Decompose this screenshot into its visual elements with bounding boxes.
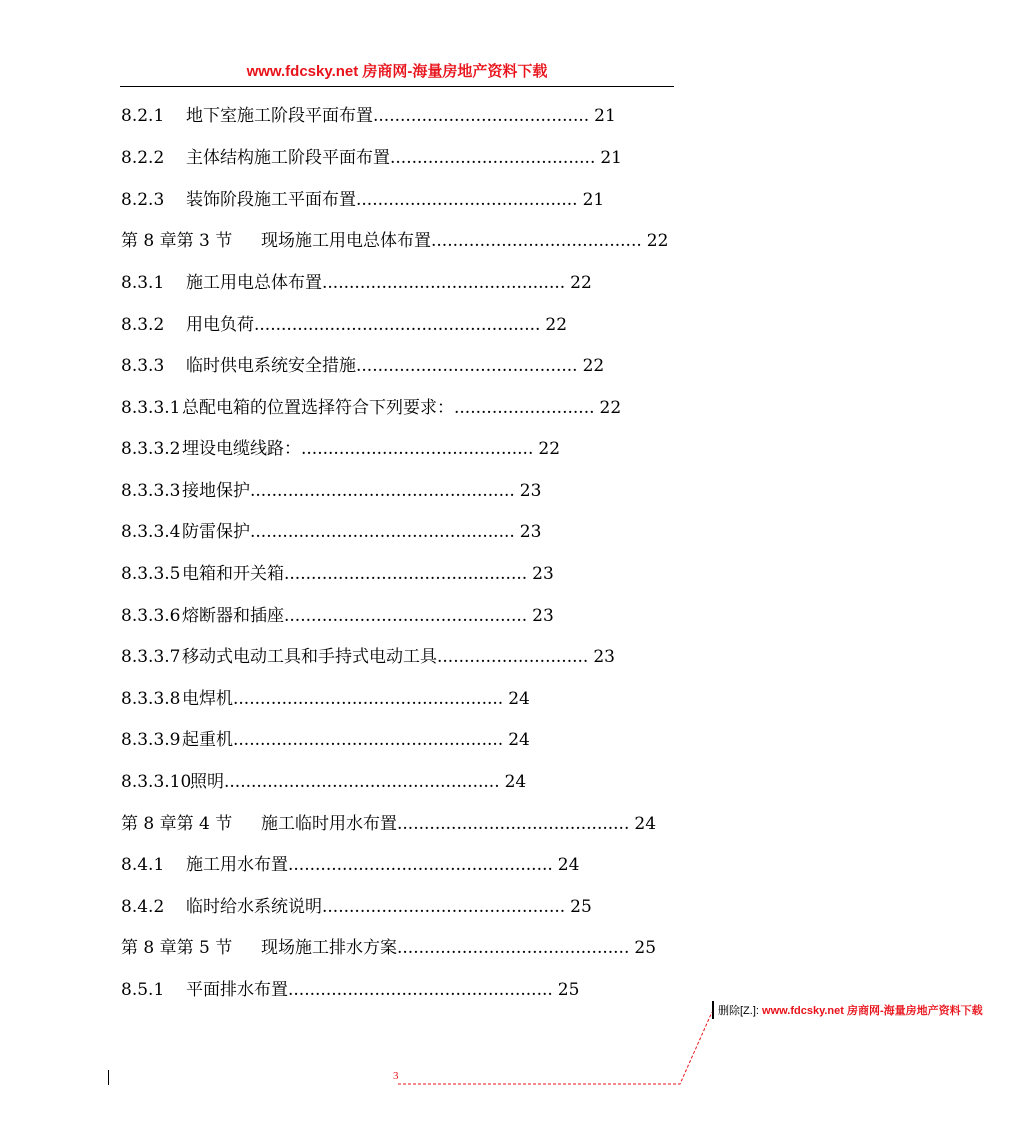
toc-entry-page: 22 [545, 315, 568, 335]
page-header: www.fdcsky.net 房商网-海量房地产资料下载 [120, 58, 674, 87]
toc-entry-page: 22 [538, 439, 561, 459]
toc-entry-page: 25 [557, 980, 580, 1000]
toc-entry[interactable] [121, 227, 668, 255]
toc-entry-leader: ........................................... [301, 439, 534, 459]
toc-entry-leader: ................................................. [250, 481, 515, 501]
toc-entry-number: 8.3.1 [121, 273, 165, 293]
toc-entry-page: 22 [599, 398, 622, 418]
toc-entry-title: 平面排水布置 [186, 980, 288, 1000]
toc-entry-leader: ................................................. [288, 980, 553, 1000]
deletion-label: 删除[Z.]: [718, 1005, 759, 1017]
toc-entry-title: 用电负荷 [186, 315, 254, 335]
toc-entry[interactable] [121, 560, 554, 588]
toc-entry[interactable] [121, 352, 604, 380]
toc-entry-number: 8.3.3.5 [121, 564, 181, 584]
toc-entry-leader: ............................ [437, 647, 589, 667]
toc-entry-title: 施工临时用水布置 [261, 814, 397, 834]
toc-entry-page: 21 [582, 190, 605, 210]
toc-entry-page: 23 [519, 522, 542, 542]
toc-entry-number: 8.3.3.10 [121, 772, 192, 792]
toc-entry-leader: ................................................... [224, 772, 500, 792]
toc-entry-leader: ......................................... [356, 190, 578, 210]
toc-entry-leader: ........................................ [373, 106, 590, 126]
toc-entry-number: 8.3.3 [121, 356, 165, 376]
toc-entry[interactable] [121, 851, 579, 879]
toc-entry-title: 接地保护 [182, 481, 250, 501]
toc-entry[interactable] [121, 893, 592, 921]
toc-entry-number: 8.5.1 [121, 980, 165, 1000]
page-number: 3 [393, 1070, 399, 1082]
toc-entry-number: 8.4.1 [121, 855, 165, 875]
toc-entry-title: 地下室施工阶段平面布置 [186, 106, 373, 126]
toc-entry-number: 8.2.2 [121, 148, 165, 168]
toc-entry-leader: ...................................... [390, 148, 596, 168]
toc-entry-title: 防雷保护 [182, 522, 250, 542]
toc-entry-title: 装饰阶段施工平面布置 [186, 190, 356, 210]
toc-entry[interactable] [121, 102, 616, 130]
toc-entry-title: 现场施工排水方案 [261, 938, 397, 958]
toc-entry-number: 第 8 章第 4 节 [121, 814, 233, 834]
toc-entry-page: 23 [519, 481, 542, 501]
deletion-text: www.fdcsky.net 房商网-海量房地产资料下载 [762, 1005, 983, 1017]
toc-entry-title: 熔断器和插座 [182, 606, 284, 626]
toc-entry-page: 24 [508, 730, 530, 750]
toc-entry-leader: ........................................... [397, 814, 630, 834]
toc-entry-page: 23 [532, 606, 554, 626]
toc-entry-number: 8.3.3.3 [121, 481, 181, 501]
toc-entry-leader: .................................................. [233, 730, 504, 750]
toc-entry[interactable] [121, 477, 541, 505]
toc-entry-title: 施工用水布置 [186, 855, 288, 875]
toc-entry-title: 电焊机 [182, 689, 233, 709]
toc-entry-title: 电箱和开关箱 [182, 564, 284, 584]
toc-entry-number: 8.3.3.6 [121, 606, 181, 626]
toc-entry[interactable] [121, 934, 656, 962]
toc-entry[interactable] [121, 269, 592, 297]
deletion-comment[interactable] [718, 1002, 983, 1020]
toc-entry-title: 移动式电动工具和手持式电动工具 [182, 647, 437, 667]
toc-entry-page: 24 [504, 772, 527, 792]
toc-entry-leader: ............................................. [322, 897, 566, 917]
toc-entry-number: 8.4.2 [121, 897, 165, 917]
comment-anchor-bar [712, 1001, 714, 1019]
toc-entry-number: 8.3.3.1 [121, 398, 181, 418]
toc-entry[interactable] [121, 394, 621, 422]
toc-entry[interactable] [121, 435, 560, 463]
toc-entry[interactable] [121, 685, 530, 713]
toc-entry-leader: ................................................. [288, 855, 553, 875]
toc-entry-page: 22 [570, 273, 592, 293]
toc-entry-number: 8.3.3.4 [121, 522, 181, 542]
change-bar [108, 1070, 109, 1085]
toc-entry[interactable] [121, 810, 656, 838]
toc-entry-number: 8.3.3.9 [121, 730, 181, 750]
toc-entry-number: 8.3.3.7 [121, 647, 181, 667]
toc-entry-leader: ................................................. [250, 522, 515, 542]
toc-entry[interactable] [121, 976, 579, 1004]
toc-entry[interactable] [121, 311, 567, 339]
toc-entry-page: 22 [646, 231, 669, 251]
toc-entry-page: 25 [570, 897, 592, 917]
toc-entry[interactable] [121, 518, 541, 546]
toc-entry-title: 起重机 [182, 730, 233, 750]
toc-entry-title: 总配电箱的位置选择符合下列要求： [182, 398, 454, 418]
toc-entry-page: 21 [600, 148, 622, 168]
toc-entry-number: 8.2.3 [121, 190, 165, 210]
toc-entry-leader: ..................................................... [254, 315, 541, 335]
toc-entry-page: 25 [634, 938, 657, 958]
toc-entry-number: 8.3.3.8 [121, 689, 181, 709]
toc-entry-title: 现场施工用电总体布置 [261, 231, 431, 251]
toc-entry[interactable] [121, 726, 530, 754]
toc-entry-page: 23 [532, 564, 554, 584]
toc-entry-page: 22 [582, 356, 605, 376]
toc-entry-leader: ....................................... [431, 231, 642, 251]
toc-entry-leader: ............................................. [284, 564, 528, 584]
toc-entry[interactable] [121, 186, 604, 214]
comment-leader-line [398, 1012, 712, 1084]
toc-entry-leader: ............................................. [322, 273, 566, 293]
toc-entry-number: 8.2.1 [121, 106, 165, 126]
toc-entry-number: 8.3.3.2 [121, 439, 181, 459]
toc-entry[interactable] [121, 768, 526, 796]
toc-entry-title: 施工用电总体布置 [186, 273, 322, 293]
toc-entry-page: 24 [557, 855, 580, 875]
toc-entry-leader: ......................................... [356, 356, 578, 376]
toc-entry-leader: ........................................... [397, 938, 630, 958]
toc-entry[interactable] [121, 643, 615, 671]
toc-entry-title: 埋设电缆线路： [182, 439, 301, 459]
toc-entry-page: 23 [593, 647, 615, 667]
toc-entry-leader: .................................................. [233, 689, 504, 709]
toc-entry-title: 临时给水系统说明 [186, 897, 322, 917]
toc-entry-page: 21 [594, 106, 616, 126]
toc-entry-leader: .......................... [454, 398, 595, 418]
toc-entry[interactable] [121, 144, 622, 172]
toc-entry-title: 主体结构施工阶段平面布置 [186, 148, 390, 168]
toc-entry-number: 第 8 章第 3 节 [121, 231, 233, 251]
toc-entry-page: 24 [634, 814, 657, 834]
toc-entry-page: 24 [508, 689, 530, 709]
toc-entry-leader: ............................................. [284, 606, 528, 626]
toc-entry-number: 8.3.2 [121, 315, 165, 335]
toc-entry-title: 临时供电系统安全措施 [186, 356, 356, 376]
toc-entry[interactable] [121, 602, 554, 630]
toc-entry-number: 第 8 章第 5 节 [121, 938, 233, 958]
toc-entry-title: 照明 [190, 772, 224, 792]
